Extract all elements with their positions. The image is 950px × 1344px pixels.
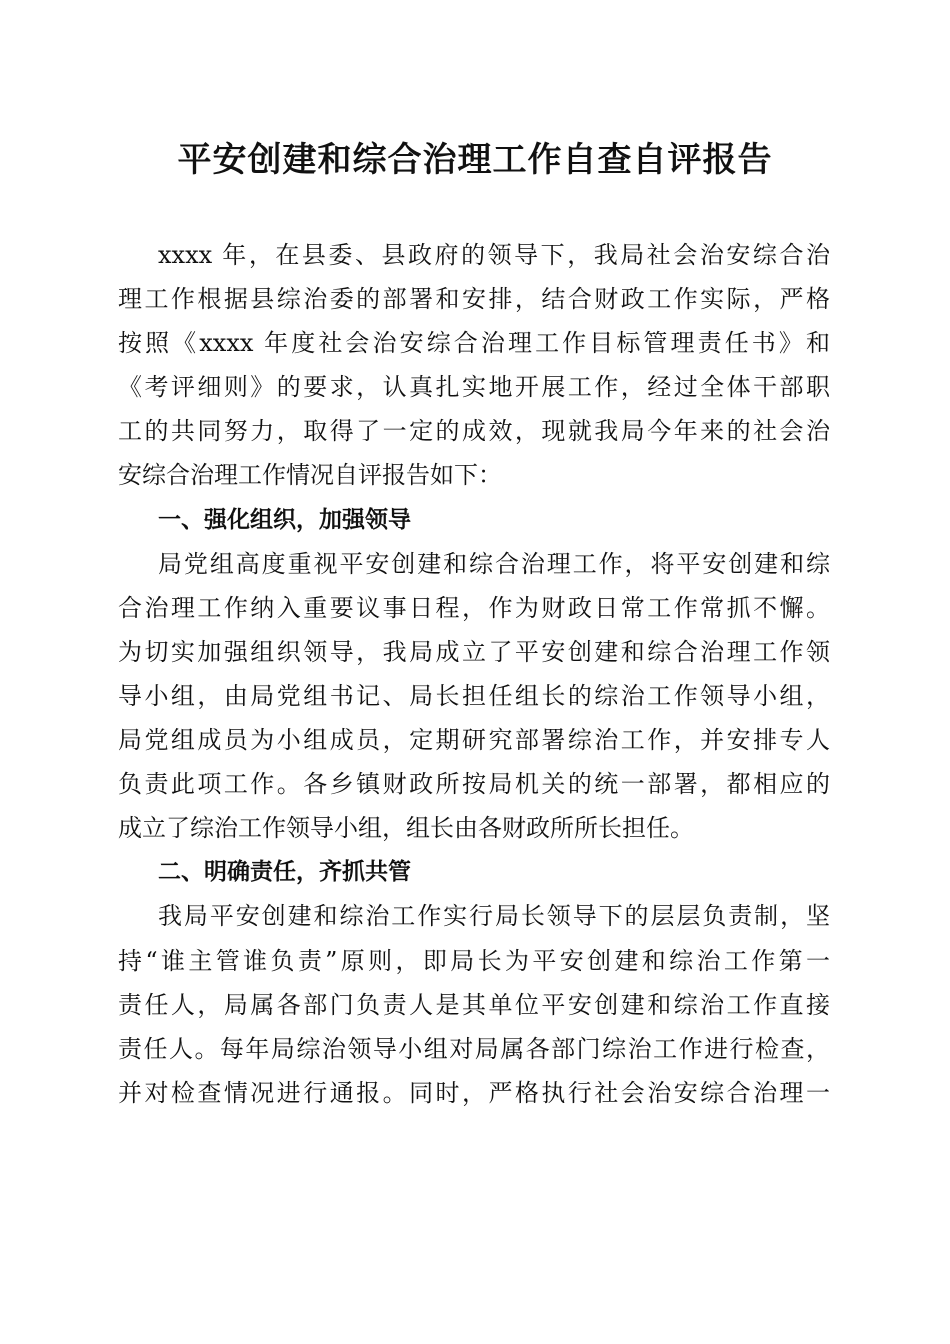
section1-line: 负责此项工作。各乡镇财政所按局机关的统一部署，都相应的 — [118, 770, 830, 799]
section2-line: 我局平安创建和综治工作实行局长领导下的层层负责制，坚 — [158, 902, 830, 931]
intro-line: 工的共同努力，取得了一定的成效，现就我局今年来的社会治 — [118, 417, 830, 446]
section1-line: 局党组成员为小组成员，定期研究部署综治工作，并安排专人 — [118, 726, 830, 755]
section1-line: 导小组，由局党组书记、局长担任组长的综治工作领导小组， — [118, 681, 830, 710]
intro-line: 安综合治理工作情况自评报告如下： — [118, 461, 502, 490]
section2-heading: 二、明确责任，齐抓共管 — [158, 859, 411, 886]
section2-line: 持“谁主管谁负责”原则，即局长为平安创建和综治工作第一 — [118, 946, 830, 975]
intro-line: 按照《xxxx 年度社会治安综合治理工作目标管理责任书》和 — [118, 329, 830, 358]
intro-line: 理工作根据县综治委的部署和安排，结合财政工作实际，严格 — [118, 285, 830, 314]
section1-line: 局党组高度重视平安创建和综合治理工作，将平安创建和综 — [158, 549, 830, 578]
intro-line: 《考评细则》的要求，认真扎实地开展工作，经过全体干部职 — [118, 373, 830, 402]
section1-line: 为切实加强组织领导，我局成立了平安创建和综合治理工作领 — [118, 637, 830, 666]
section2-line: 责任人。每年局综治领导小组对局属各部门综治工作进行检查， — [118, 1034, 830, 1063]
intro-line: xxxx 年，在县委、县政府的领导下，我局社会治安综合治 — [158, 241, 830, 269]
section2-line: 责任人，局属各部门负责人是其单位平安创建和综治工作直接 — [118, 990, 830, 1019]
document-title: 平安创建和综合治理工作自查自评报告 — [177, 140, 773, 180]
section1-heading: 一、强化组织，加强领导 — [158, 506, 411, 533]
section2-line: 并对检查情况进行通报。同时，严格执行社会治安综合治理一 — [118, 1078, 830, 1107]
document-body — [118, 233, 830, 1115]
section1-line: 成立了综治工作领导小组，组长由各财政所所长担任。 — [118, 814, 694, 843]
section1-line: 合治理工作纳入重要议事日程，作为财政日常工作常抓不懈。 — [118, 593, 830, 622]
